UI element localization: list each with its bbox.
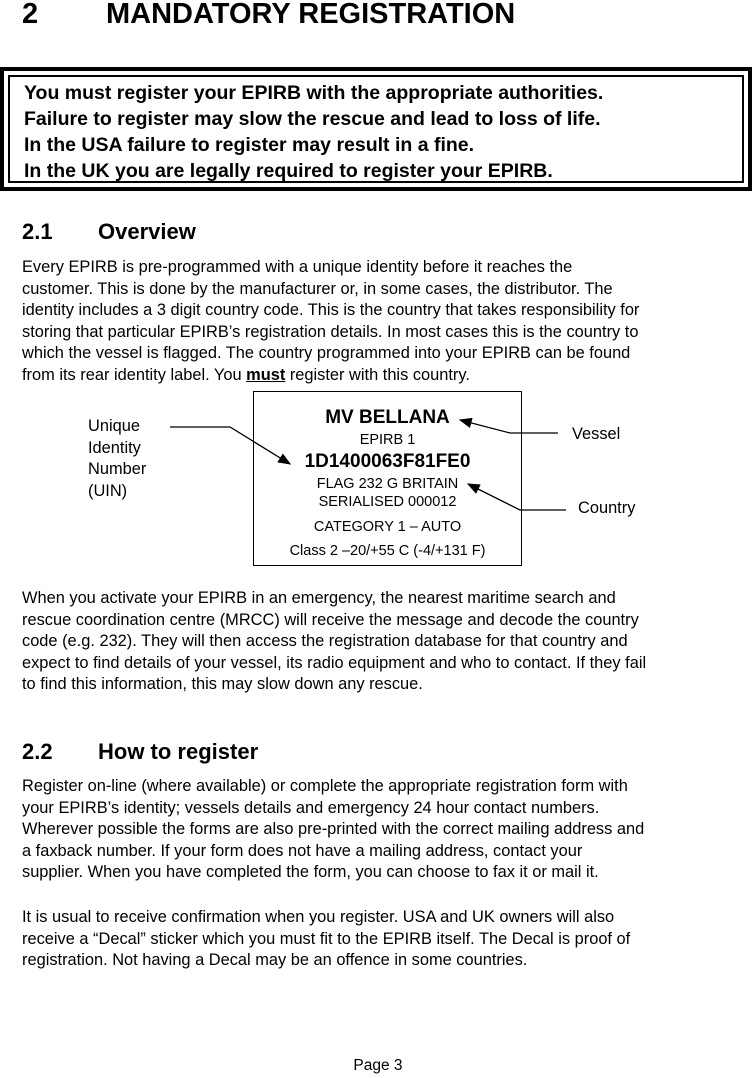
how-to-register-heading [22,739,258,765]
text-line: to find this information, this may slow down any rescue. [22,675,423,693]
text-span: register with this country. [285,365,470,384]
text-line: Wherever possible the forms are also pre-printed with the correct mailing address and [22,820,645,838]
vessel-callout: Vessel [572,425,621,443]
section-title: MANDATORY REGISTRATION [106,0,516,30]
text-line: a faxback number. If your form does not have a mailing address, contact your [22,841,583,860]
text-line: which the vessel is flagged. The country programmed into your EPIRB can be found [22,344,631,362]
text-span: from its rear identity label. You [22,365,247,384]
callout-line: Unique [88,417,140,435]
text-line: Every EPIRB is pre-programmed with a unique identity before it reaches the [22,258,573,276]
country-arrow [468,484,566,510]
label-vessel-name: MV BELLANA [325,407,450,428]
text-line: code (e.g. 232). They will then access the registration database for that country and [22,632,628,650]
callout-line: Number [88,460,147,478]
page-number: Page 3 [353,1057,403,1074]
callout-line: Identity [88,438,141,457]
how-to-register-number: 2.2 [22,739,53,764]
text-line: When you activate your EPIRB in an emergency, the nearest maritime search and [22,589,616,607]
text-line: rescue coordination centre (MRCC) will receive the message and decode the country [22,610,639,629]
text-line: It is usual to receive confirmation when you register. USA and UK owners will also [22,908,615,926]
overview-number: 2.1 [22,219,53,244]
warning-line: You must register your EPIRB with the appropriate authorities. [24,82,604,104]
country-callout: Country [578,499,636,517]
label-class: Class 2 –20/+55 C (-4/+131 F) [289,543,486,559]
how-to-register-paragraph-2 [22,907,738,972]
warning-line: In the UK you are legally required to register your EPIRB. [24,160,553,182]
label-category: CATEGORY 1 – AUTO [313,519,462,535]
warning-line: Failure to register may slow the rescue and lead to loss of life. [24,108,601,130]
label-flag: FLAG 232 G BRITAIN [316,476,459,492]
how-to-register-title: How to register [98,739,259,764]
text-line: storing that particular EPIRB’s registration details. In most cases this is the country to [22,322,639,341]
callout-line: (UIN) [88,481,128,500]
how-to-register-paragraph-1 [22,776,738,884]
vessel-arrow [460,420,558,433]
text-line: identity includes a 3 digit country code. This is the country that takes responsibility for [22,301,640,319]
label-epirb: EPIRB 1 [359,432,416,448]
text-line: customer. This is done by the manufacturer or, in some cases, the distributor. The [22,279,613,298]
text-line: expect to find details of your vessel, its radio equipment and who to contact. If they fail [22,653,647,672]
section-number: 2 [22,0,39,30]
text-line: registration. Not having a Decal may be an offence in some countries. [22,951,528,969]
label-uin: 1D1400063F81FE0 [304,451,471,472]
text-line: supplier. When you have completed the form, you can choose to fax it or mail it. [22,863,599,881]
text-line: receive a “Decal” sticker which you must fit to the EPIRB itself. The Decal is proof of [22,929,631,948]
warning-line: In the USA failure to register may result in a fine. [24,134,475,156]
overview-title: Overview [98,219,196,244]
must-emphasis: must [246,365,286,384]
text-line: Register on-line (where available) or complete the appropriate registration form with [22,777,628,795]
label-serial: SERIALISED 000012 [318,494,457,510]
text-line: your EPIRB’s identity; vessels details and emergency 24 hour contact numbers. [22,798,600,817]
uin-arrow [170,427,290,464]
overview-paragraph-2 [22,588,738,696]
